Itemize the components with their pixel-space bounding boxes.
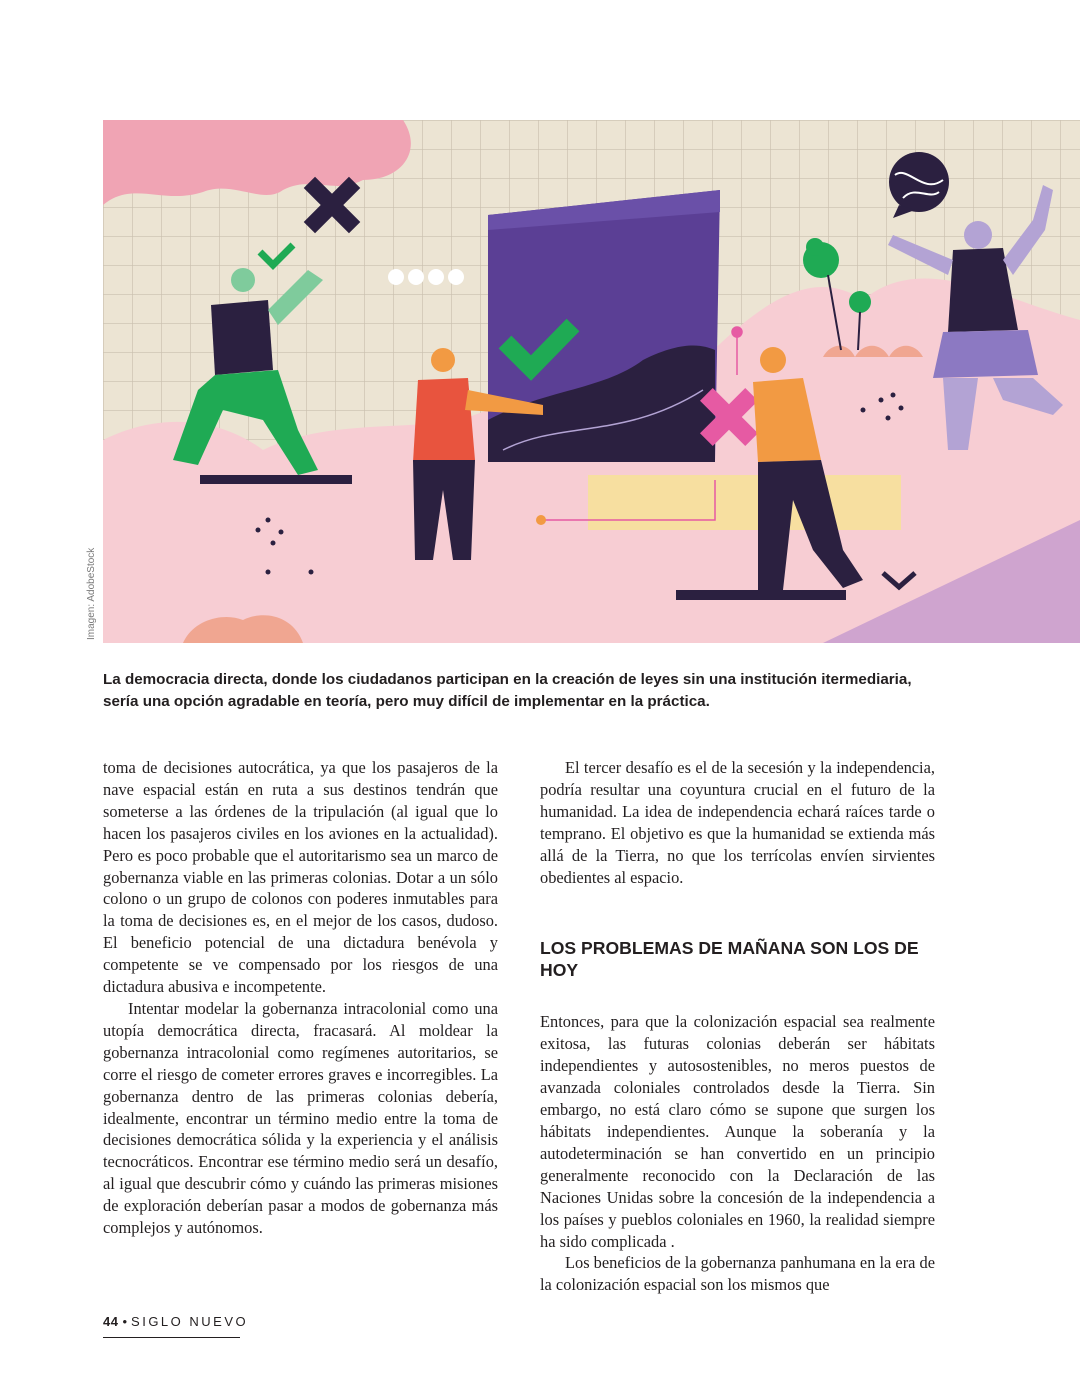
paragraph: El tercer desafío es el de la secesión y la independencia, podría resultar una coyuntura crucial en el futuro de la humanidad. La idea de independencia echará raíces tarde o temprano. El objetivo es que la humanidad se extienda más allá de la Tierra, no que los terrícolas envíen sirvientes obedientes al espacio. <box>540 758 935 887</box>
page-number: 44 <box>103 1314 119 1329</box>
footer-separator: • <box>122 1314 128 1329</box>
figure-caption: La democracia directa, donde los ciudadanos participan en la creación de leyes sin una institución itermediaria, sería una opción agradable en teoría, pero muy difícil de implementar en la práctica. <box>103 671 912 710</box>
footer-rule <box>103 1337 240 1338</box>
salmon-bumps <box>823 346 923 357</box>
ballot-box <box>488 190 720 462</box>
image-credit: Imagen: AdobeStock <box>86 547 97 640</box>
left-column <box>103 757 498 1239</box>
right-column <box>540 757 935 1296</box>
magazine-name: SIGLO NUEVO <box>131 1314 249 1329</box>
paragraph: Los beneficios de la gobernanza panhumana en la era de la colonización espacial son los mismos que <box>540 1253 935 1295</box>
paragraph: Intentar modelar la gobernanza intracolonial como una utopía democrática directa, fracasará. Al moldear la gobernanza intracolonial como regímenes autoritarios, se corre el riesgo de cometer errores graves e incorregibles. La gobernanza dentro de las primeras colonias debería, idealmente, encontrar un término medio entre la toma de decisiones democrática sólida y la experiencia y el análisis tecnocráticos. Encontrar ese término medio será un desafío, al igual que descubrir cómo y cuándo las primeras misiones de exploración deberían pasar a modos de gobernanza más complejos y autónomos. <box>103 998 498 1238</box>
paragraph: toma de decisiones autocrática, ya que los pasajeros de la nave espacial están en ruta a sus destinos tendrán que someterse a las órdenes de la tripulación (al igual que lo hacen los pasajeros civiles en los aviones en la actualidad). Pero es poco probable que el autoritarismo sea un marco de gobernanza viable en las primeras colonias. Dotar a un sólo colono o un grupo de colonos con poderes inmutables para la toma de decisiones es, en el mejor de los casos, dudoso. El beneficio potencial de una dictadura benévola y competente se ve compensado por los riesgos de una dictadura abusiva e incompetente. <box>103 758 498 997</box>
page-footer <box>103 1314 248 1329</box>
section-heading: LOS PROBLEMAS DE MAÑANA SON LOS DE HOY <box>540 938 919 981</box>
yellow-panel <box>588 475 901 530</box>
paragraph: Entonces, para que la colonización espacial sea realmente exitosa, las futuras colonias deberán ser hábitats independientes y autosostenibles, no meros puestos de avanzada coloniales controlados desde la Tierra. Sin embargo, no está claro cómo se supone que surgen los hábitats independientes. Aunque la soberanía y la autodeterminación se han convertido en un principio generalmente reconocido con la Declaración de las Naciones Unidas sobre la concesión de la independencia a los países y pueblos coloniales en 1960, la realidad siempre ha sido complicada . <box>540 1012 935 1251</box>
article-illustration <box>103 120 1080 643</box>
